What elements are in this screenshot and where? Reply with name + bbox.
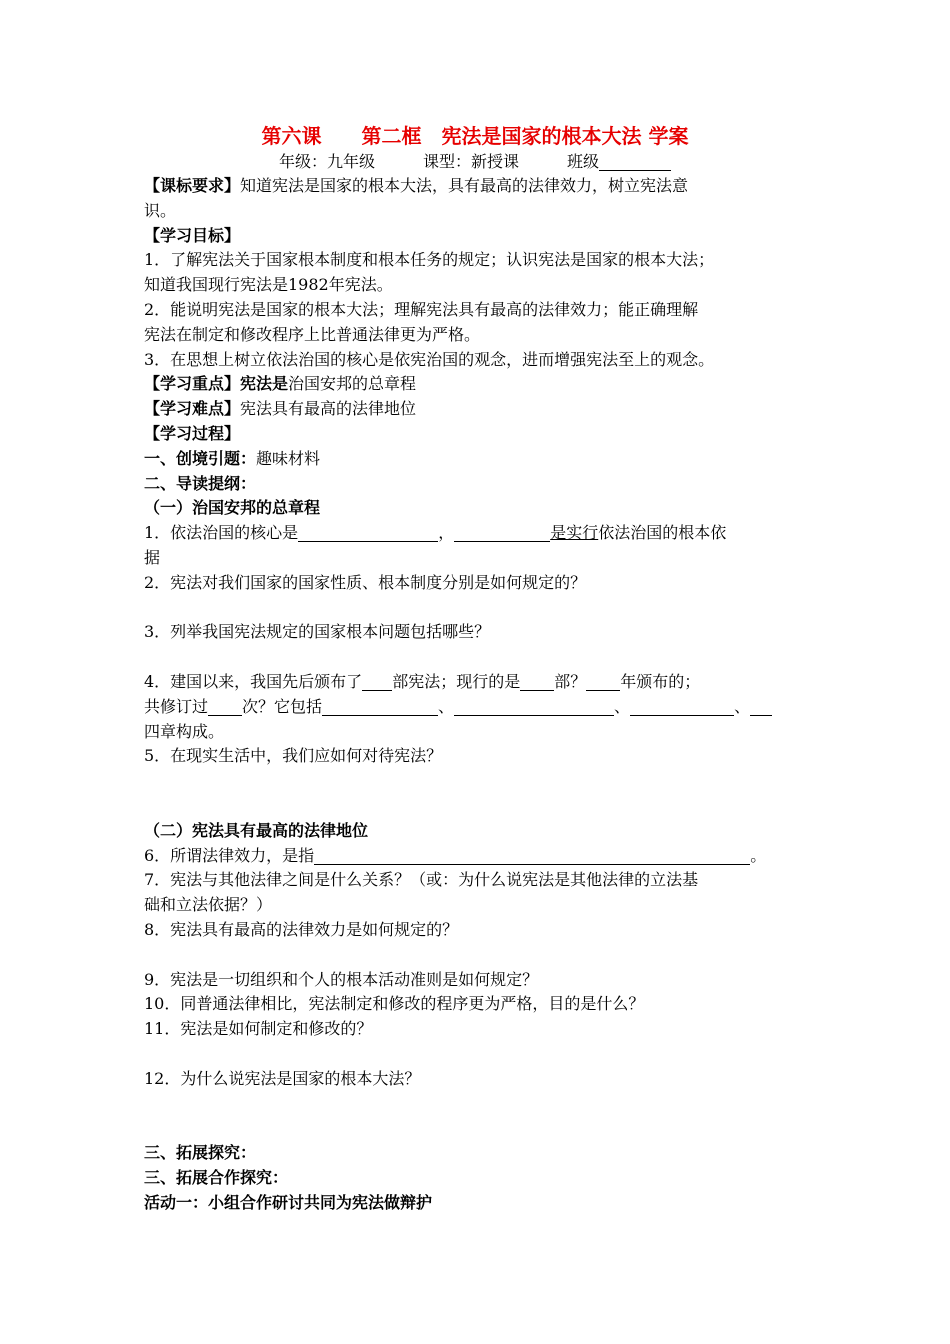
grade-label: 年级：九年级 xyxy=(278,152,375,171)
section-1-text: 趣味材料 xyxy=(256,448,321,468)
answer-blank[interactable] xyxy=(322,697,438,716)
focus-bold: 宪法是 xyxy=(240,374,289,394)
question-1-cont: 据 xyxy=(144,547,161,567)
question-4-text: 次？它包括 xyxy=(242,696,323,716)
focus-line xyxy=(144,372,834,397)
separator: 、 xyxy=(734,696,751,716)
answer-blank[interactable] xyxy=(208,697,242,716)
question-6 xyxy=(144,844,834,869)
difficulty-text: 宪法具有最高的法律地位 xyxy=(240,399,417,419)
focus-text: 治国安邦的总章程 xyxy=(288,374,417,394)
section-3-cooperative-heading: 三、拓展合作探究： xyxy=(144,1167,289,1187)
answer-space[interactable] xyxy=(144,769,834,819)
focus-label: 【学习重点】 xyxy=(144,374,241,394)
answer-space[interactable] xyxy=(144,596,834,621)
page-title: 第六课 第二框 宪法是国家的根本大法 学案 xyxy=(261,124,689,148)
question-7: 7．宪法与其他法律之间是什么关系？（或：为什么说宪法是其他法律的立法基 xyxy=(144,870,699,890)
goal-line: 2．能说明宪法是国家的根本大法；理解宪法具有最高的法律效力；能正确理解 xyxy=(144,299,699,319)
standard-label: 【课标要求】 xyxy=(144,176,241,195)
question-11: 11．宪法是如何制定和修改的？ xyxy=(144,1019,373,1039)
question-4-text: 部？ xyxy=(554,671,587,691)
question-4-text: 年颁布的； xyxy=(620,671,701,691)
activity-1-heading: 活动一：小组合作研讨共同为宪法做辩护 xyxy=(144,1192,433,1212)
goals-label: 【学习目标】 xyxy=(144,225,241,245)
difficulty-line xyxy=(144,397,834,422)
standard-text: 知道宪法是国家的根本大法，具有最高的法律效力，树立宪法意 xyxy=(240,176,689,195)
question-4-end: 四章构成。 xyxy=(144,721,225,741)
question-4-cont xyxy=(144,695,834,720)
question-1-underlined: 是实行 xyxy=(550,523,599,543)
answer-blank[interactable] xyxy=(520,672,554,691)
question-12: 12．为什么说宪法是国家的根本大法？ xyxy=(144,1068,421,1088)
question-5: 5．在现实生活中，我们应如何对待宪法？ xyxy=(144,746,443,766)
question-1-sep: ， xyxy=(438,523,455,543)
question-1 xyxy=(144,521,834,546)
question-2: 2．宪法对我们国家的国家性质、根本制度分别是如何规定的？ xyxy=(144,572,587,592)
standard-line-2: 识。 xyxy=(144,200,177,220)
answer-blank[interactable] xyxy=(454,697,614,716)
class-label: 班级 xyxy=(567,152,600,171)
goal-line: 1．了解宪法关于国家根本制度和根本任务的规定；认识宪法是国家的根本大法； xyxy=(144,250,715,270)
answer-blank[interactable] xyxy=(586,672,620,691)
class-blank[interactable] xyxy=(599,152,671,171)
goal-line: 3．在思想上树立依法治国的核心是依宪治国的观念，进而增强宪法至上的观念。 xyxy=(144,349,715,369)
part-2-heading: （二）宪法具有最高的法律地位 xyxy=(144,820,369,840)
question-7-cont: 础和立法依据？） xyxy=(144,895,273,915)
question-9: 9．宪法是一切组织和个人的根本活动准则是如何规定？ xyxy=(144,969,539,989)
part-1-heading: （一）治国安邦的总章程 xyxy=(144,498,321,518)
question-4 xyxy=(144,670,834,695)
question-1-text: 1．依法治国的核心是 xyxy=(144,523,299,543)
question-4-text: 4．建国以来，我国先后颁布了 xyxy=(144,671,363,691)
answer-space[interactable] xyxy=(144,1091,834,1141)
answer-space[interactable] xyxy=(144,645,834,670)
answer-blank[interactable] xyxy=(750,697,772,716)
section-1 xyxy=(144,447,834,472)
separator: 、 xyxy=(614,696,631,716)
goal-line: 知道我国现行宪法是1982年宪法。 xyxy=(144,275,393,295)
question-10: 10．同普通法律相比，宪法制定和修改的程序更为严格，目的是什么？ xyxy=(144,994,645,1014)
separator: 、 xyxy=(438,696,455,716)
answer-blank[interactable] xyxy=(362,672,392,691)
question-6-end: 。 xyxy=(750,845,767,865)
answer-blank[interactable] xyxy=(314,846,750,865)
course-type-label: 课型：新授课 xyxy=(422,152,519,171)
question-4-text: 部宪法；现行的是 xyxy=(392,671,521,691)
process-label: 【学习过程】 xyxy=(144,423,241,443)
section-1-heading: 一、创境引题： xyxy=(144,448,257,468)
answer-blank[interactable] xyxy=(454,523,550,542)
question-4-text: 共修订过 xyxy=(144,696,209,716)
goal-line: 宪法在制定和修改程序上比普通法律更为严格。 xyxy=(144,324,481,344)
document-body xyxy=(144,174,834,1215)
question-6-text: 6．所谓法律效力，是指 xyxy=(144,845,315,865)
section-2-heading: 二、导读提纲： xyxy=(144,473,257,493)
question-3: 3．列举我国宪法规定的国家根本问题包括哪些？ xyxy=(144,622,491,642)
course-info xyxy=(0,151,950,173)
standard-line xyxy=(144,174,834,199)
section-3-heading: 三、拓展探究： xyxy=(144,1143,257,1163)
question-1-text-2: 依法治国的根本依 xyxy=(598,523,727,543)
answer-space[interactable] xyxy=(144,1042,834,1067)
answer-blank[interactable] xyxy=(298,523,438,542)
question-8: 8．宪法具有最高的法律效力是如何规定的？ xyxy=(144,919,459,939)
answer-space[interactable] xyxy=(144,943,834,968)
answer-blank[interactable] xyxy=(630,697,734,716)
difficulty-label: 【学习难点】 xyxy=(144,399,241,419)
